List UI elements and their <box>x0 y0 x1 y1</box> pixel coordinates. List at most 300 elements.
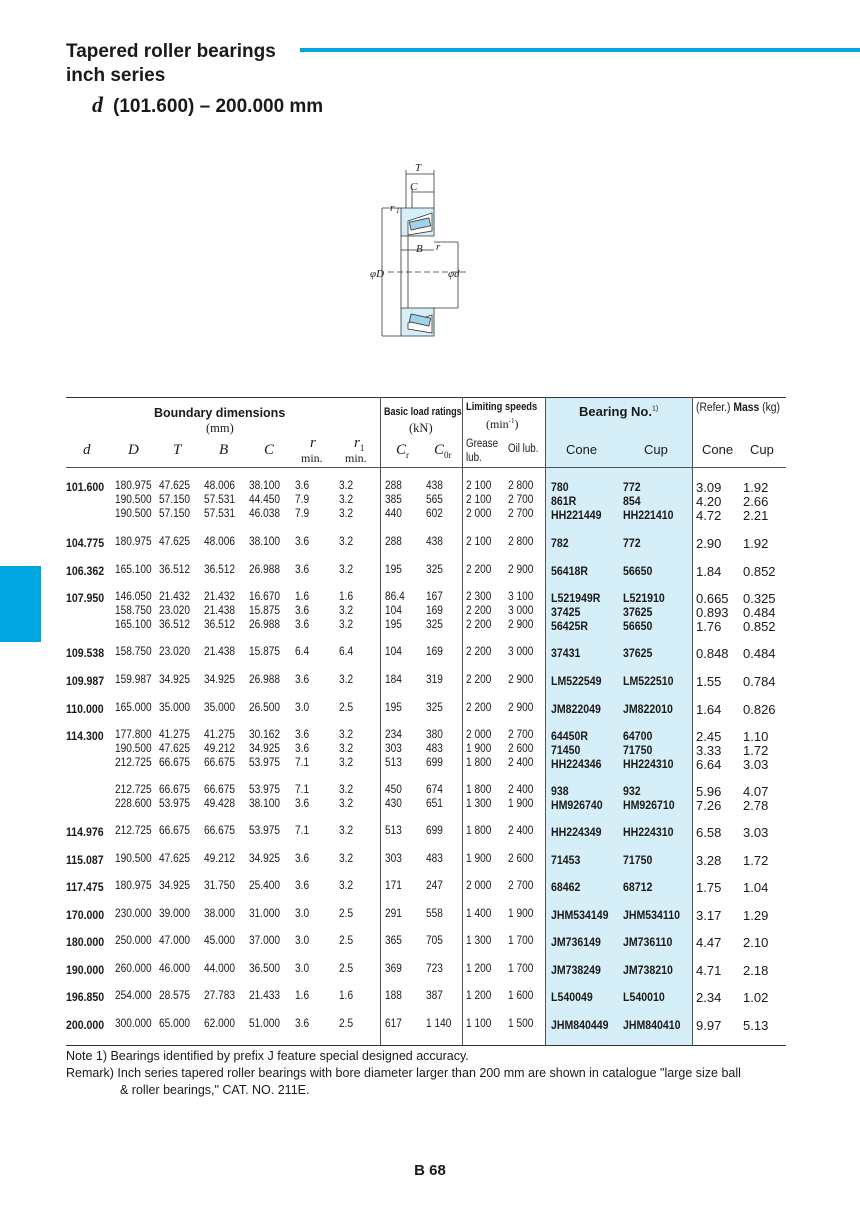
cell-C0r: 602 <box>426 508 443 520</box>
cell-Cr: 513 <box>385 825 402 837</box>
cell-d: 114.300 <box>66 729 104 743</box>
cell-grease: 2 200 <box>466 674 492 686</box>
cell-T: 28.575 <box>159 990 190 1002</box>
cell-B: 35.000 <box>204 702 235 714</box>
cell-D: 228.600 <box>115 798 152 810</box>
cell-C: 53.975 <box>249 825 280 837</box>
cell-r: 3.6 <box>295 853 310 865</box>
cell-oil: 2 900 <box>508 564 534 576</box>
cell-mass-cone: 6.58 <box>696 825 722 840</box>
cell-C: 44.450 <box>249 494 280 506</box>
cell-grease: 1 400 <box>466 908 492 920</box>
cell-grease: 2 200 <box>466 646 492 658</box>
cell-grease: 1 200 <box>466 990 492 1002</box>
cell-cone: JM822049 <box>551 702 601 716</box>
cell-d: 190.000 <box>66 963 105 977</box>
header-r1-sub: 1 <box>359 443 365 453</box>
cell-mass-cone: 3.09 <box>696 480 722 495</box>
cell-D: 180.975 <box>115 880 152 892</box>
cell-cone: 64450R <box>551 729 589 743</box>
cell-T: 23.020 <box>159 605 190 617</box>
cell-T: 65.000 <box>159 1018 190 1030</box>
cell-mass-cone: 2.45 <box>696 729 722 744</box>
cell-C0r: 674 <box>426 784 443 796</box>
cell-cup: 854 <box>623 494 641 508</box>
cell-Cr: 171 <box>385 880 402 892</box>
cell-cone: 56425R <box>551 619 589 633</box>
cell-r1: 3.2 <box>339 880 354 892</box>
header-mass-unit: (kg) <box>762 402 781 414</box>
cell-mass-cup: 1.29 <box>743 908 769 923</box>
cell-C0r: 565 <box>426 494 443 506</box>
cell-C0r: 169 <box>426 646 443 658</box>
cell-Cr: 291 <box>385 908 402 920</box>
diagram-label-id: φd <box>448 268 460 280</box>
cell-T: 36.512 <box>159 619 190 631</box>
cell-D: 254.000 <box>115 990 152 1002</box>
cell-B: 31.750 <box>204 880 235 892</box>
cell-r: 6.4 <box>295 646 310 658</box>
cell-mass-cup: 0.484 <box>743 646 776 661</box>
cell-r: 3.0 <box>295 935 310 947</box>
cell-cone: 71453 <box>551 853 581 867</box>
cell-C: 31.000 <box>249 908 280 920</box>
cell-B: 21.438 <box>204 646 235 658</box>
cell-oil: 1 500 <box>508 1018 534 1030</box>
cell-cup: L521910 <box>623 591 665 605</box>
cell-C0r: 319 <box>426 674 443 686</box>
header-load-unit: (kN) <box>409 421 433 435</box>
cell-B: 66.675 <box>204 784 235 796</box>
cell-T: 23.020 <box>159 646 190 658</box>
cell-T: 21.432 <box>159 591 190 603</box>
cell-C0r: 699 <box>426 757 443 769</box>
cell-oil: 1 600 <box>508 990 534 1002</box>
cell-T: 47.625 <box>159 853 190 865</box>
cell-Cr: 195 <box>385 619 402 631</box>
page-number: B 68 <box>414 1162 446 1179</box>
cell-d: 110.000 <box>66 702 104 716</box>
cell-mass-cup: 5.13 <box>743 1018 769 1033</box>
cell-r1: 3.2 <box>339 619 354 631</box>
cell-Cr: 369 <box>385 963 402 975</box>
cell-r1: 2.5 <box>339 963 354 975</box>
cell-C0r: 1 140 <box>426 1018 452 1030</box>
cell-r1: 2.5 <box>339 908 354 920</box>
cell-r: 3.6 <box>295 564 310 576</box>
cell-C0r: 558 <box>426 908 443 920</box>
header-grease-l2: lub. <box>466 452 482 464</box>
cell-T: 41.275 <box>159 729 190 741</box>
cell-oil: 3 000 <box>508 605 534 617</box>
cell-C0r: 169 <box>426 605 443 617</box>
cell-B: 34.925 <box>204 674 235 686</box>
cell-grease: 1 800 <box>466 757 492 769</box>
cell-r1: 3.2 <box>339 605 354 617</box>
subtitle-symbol: d <box>92 92 103 117</box>
cell-cup: L540010 <box>623 990 665 1004</box>
diagram-label-b: B <box>416 243 423 255</box>
cell-B: 21.432 <box>204 591 235 603</box>
cell-T: 34.925 <box>159 674 190 686</box>
cell-oil: 1 900 <box>508 908 534 920</box>
cell-oil: 1 900 <box>508 798 534 810</box>
header-grease-l1: Grease <box>466 438 499 450</box>
cell-mass-cone: 6.64 <box>696 757 722 772</box>
diagram-label-r1: r <box>390 202 395 214</box>
cell-cup: HH224310 <box>623 757 674 771</box>
cell-cup: JHM840410 <box>623 1018 681 1032</box>
cell-T: 53.975 <box>159 798 190 810</box>
diagram-label-r: r <box>436 241 441 253</box>
cell-C: 38.100 <box>249 480 280 492</box>
cell-oil: 2 900 <box>508 702 534 714</box>
cell-C0r: 438 <box>426 536 443 548</box>
cell-Cr: 184 <box>385 674 402 686</box>
cell-Cr: 513 <box>385 757 402 769</box>
cell-r: 7.1 <box>295 825 310 837</box>
cell-cone: 938 <box>551 784 569 798</box>
remark-line1: Remark) Inch series tapered roller bearings with bore diameter larger than 200 mm are shown in catalogue "large size ball <box>66 1066 741 1080</box>
cell-Cr: 104 <box>385 605 402 617</box>
cell-r: 7.1 <box>295 757 310 769</box>
cell-C0r: 723 <box>426 963 443 975</box>
cell-oil: 2 800 <box>508 536 534 548</box>
cell-r1: 3.2 <box>339 674 354 686</box>
header-r1-min: min. <box>345 451 367 465</box>
cell-D: 212.725 <box>115 784 152 796</box>
cell-r1: 3.2 <box>339 508 354 520</box>
cell-cup: 56650 <box>623 619 653 633</box>
cell-D: 190.500 <box>115 494 152 506</box>
page-title <box>66 40 276 88</box>
cell-cup: 37625 <box>623 605 653 619</box>
header-bearing-no-note: 1) <box>651 405 659 413</box>
table-bottom-rule <box>66 1045 786 1046</box>
cell-grease: 2 000 <box>466 729 492 741</box>
cell-cone: 780 <box>551 480 569 494</box>
cell-mass-cone: 7.26 <box>696 798 722 813</box>
cell-Cr: 440 <box>385 508 402 520</box>
cell-T: 47.625 <box>159 480 190 492</box>
header-oil: Oil lub. <box>508 443 539 455</box>
cell-grease: 2 300 <box>466 591 492 603</box>
cell-grease: 1 300 <box>466 935 492 947</box>
cell-T: 36.512 <box>159 564 190 576</box>
note-1: Note 1) Bearings identified by prefix J feature special designed accuracy. <box>66 1049 469 1063</box>
cell-C: 37.000 <box>249 935 280 947</box>
cell-oil: 1 700 <box>508 935 534 947</box>
cell-B: 48.006 <box>204 480 235 492</box>
cell-cone: HH224346 <box>551 757 602 771</box>
cell-r1: 3.2 <box>339 494 354 506</box>
cell-B: 45.000 <box>204 935 235 947</box>
cell-r: 3.6 <box>295 798 310 810</box>
header-speeds: Limiting speeds <box>466 401 538 413</box>
header-B: B <box>219 442 229 458</box>
cell-cone: 37425 <box>551 605 581 619</box>
cell-r: 3.0 <box>295 963 310 975</box>
cell-C0r: 483 <box>426 743 443 755</box>
cell-T: 57.150 <box>159 508 190 520</box>
cell-r: 3.6 <box>295 605 310 617</box>
cell-C: 25.400 <box>249 880 280 892</box>
cell-C: 26.988 <box>249 564 280 576</box>
header-C: C <box>264 442 275 458</box>
cell-Cr: 234 <box>385 729 402 741</box>
cell-oil: 2 600 <box>508 853 534 865</box>
notes <box>66 1048 796 1099</box>
cell-mass-cone: 9.97 <box>696 1018 722 1033</box>
header-r: r <box>310 435 316 451</box>
cell-C0r: 387 <box>426 990 443 1002</box>
header-r-min: min. <box>301 451 323 465</box>
header-boundary: Boundary dimensions <box>154 406 286 420</box>
cell-T: 57.150 <box>159 494 190 506</box>
cell-D: 260.000 <box>115 963 152 975</box>
cell-D: 300.000 <box>115 1018 152 1030</box>
cell-mass-cup: 1.10 <box>743 729 769 744</box>
cell-D: 230.000 <box>115 908 152 920</box>
cell-r1: 3.2 <box>339 825 354 837</box>
diagram-label-t: T <box>415 162 422 174</box>
cell-cone: 56418R <box>551 564 589 578</box>
cell-T: 39.000 <box>159 908 190 920</box>
cell-grease: 1 100 <box>466 1018 492 1030</box>
cell-r1: 2.5 <box>339 935 354 947</box>
cell-r: 7.1 <box>295 784 310 796</box>
page-subtitle <box>92 92 323 118</box>
header-speeds-unit <box>486 417 519 432</box>
cell-mass-cone: 1.84 <box>696 564 722 579</box>
cell-mass-cup: 2.18 <box>743 963 769 978</box>
cell-r1: 3.2 <box>339 784 354 796</box>
cell-r: 3.0 <box>295 702 310 714</box>
cell-D: 212.725 <box>115 825 152 837</box>
cell-mass-cone: 3.28 <box>696 853 722 868</box>
cell-cone: JM736149 <box>551 935 601 949</box>
cell-B: 49.212 <box>204 853 235 865</box>
cell-r: 3.6 <box>295 729 310 741</box>
header-boundary-unit: (mm) <box>206 421 234 435</box>
cell-r1: 3.2 <box>339 853 354 865</box>
cell-d: 180.000 <box>66 935 105 949</box>
cell-cone: JHM534149 <box>551 908 609 922</box>
cell-mass-cup: 1.72 <box>743 743 769 758</box>
cell-d: 109.538 <box>66 646 105 660</box>
cell-C0r: 705 <box>426 935 443 947</box>
cell-oil: 2 700 <box>508 494 534 506</box>
cell-r1: 1.6 <box>339 591 354 603</box>
cell-oil: 2 400 <box>508 784 534 796</box>
cell-cone: LM522549 <box>551 674 602 688</box>
cell-D: 158.750 <box>115 605 152 617</box>
cell-cup: 71750 <box>623 743 653 757</box>
cell-mass-cup: 1.92 <box>743 536 769 551</box>
header-speeds-unit-close: ) <box>514 417 519 431</box>
cell-C: 38.100 <box>249 536 280 548</box>
cell-D: 165.100 <box>115 564 152 576</box>
cell-grease: 1 300 <box>466 798 492 810</box>
cell-mass-cup: 2.21 <box>743 508 769 523</box>
cell-r: 3.6 <box>295 674 310 686</box>
cell-mass-cone: 4.72 <box>696 508 722 523</box>
cell-T: 35.000 <box>159 702 190 714</box>
cell-r1: 3.2 <box>339 798 354 810</box>
cell-r1: 3.2 <box>339 564 354 576</box>
cell-B: 49.212 <box>204 743 235 755</box>
cell-mass-cup: 3.03 <box>743 825 769 840</box>
header-C0r-sub: 0r <box>444 450 452 460</box>
cell-cone: HH221449 <box>551 508 602 522</box>
cell-cup: JM822010 <box>623 702 673 716</box>
cell-cone: 71450 <box>551 743 581 757</box>
cell-D: 250.000 <box>115 935 152 947</box>
cell-C0r: 325 <box>426 702 443 714</box>
header-grease <box>466 437 498 465</box>
cell-Cr: 86.4 <box>385 591 405 603</box>
cell-mass-cone: 1.75 <box>696 880 722 895</box>
cell-D: 180.975 <box>115 536 152 548</box>
cell-D: 159.987 <box>115 674 152 686</box>
cell-cone: L540049 <box>551 990 593 1004</box>
col-divider-3 <box>545 397 546 1045</box>
cell-mass-cone: 1.76 <box>696 619 722 634</box>
cell-grease: 2 200 <box>466 564 492 576</box>
header-C0r <box>434 442 452 460</box>
cell-grease: 2 200 <box>466 619 492 631</box>
cell-oil: 2 700 <box>508 880 534 892</box>
cell-B: 66.675 <box>204 825 235 837</box>
cell-grease: 2 200 <box>466 702 492 714</box>
cell-cup: 64700 <box>623 729 653 743</box>
cell-mass-cup: 0.484 <box>743 605 776 620</box>
cell-cup: HH224310 <box>623 825 674 839</box>
cell-Cr: 288 <box>385 480 402 492</box>
cell-r: 3.6 <box>295 619 310 631</box>
header-mass-cone: Cone <box>702 442 734 457</box>
cell-r: 3.6 <box>295 536 310 548</box>
cell-Cr: 450 <box>385 784 402 796</box>
cell-mass-cup: 3.03 <box>743 757 769 772</box>
col-divider-1 <box>380 397 381 1045</box>
cell-mass-cone: 2.90 <box>696 536 722 551</box>
cell-r1: 3.2 <box>339 743 354 755</box>
cell-oil: 2 900 <box>508 674 534 686</box>
bearing-diagram <box>368 158 498 348</box>
cell-d: 114.976 <box>66 825 104 839</box>
cell-Cr: 430 <box>385 798 402 810</box>
cell-grease: 1 900 <box>466 853 492 865</box>
cell-cup: 56650 <box>623 564 653 578</box>
cell-mass-cone: 4.47 <box>696 935 722 950</box>
cell-r: 7.9 <box>295 508 310 520</box>
cell-cup: 37625 <box>623 646 653 660</box>
cell-cup: JM736110 <box>623 935 673 949</box>
cell-mass-cup: 1.72 <box>743 853 769 868</box>
cell-mass-cup: 1.04 <box>743 880 769 895</box>
header-mass <box>696 402 780 414</box>
cell-mass-cone: 4.71 <box>696 963 722 978</box>
cell-grease: 1 800 <box>466 784 492 796</box>
cell-r1: 6.4 <box>339 646 354 658</box>
cell-r: 3.0 <box>295 908 310 920</box>
cell-cone: JHM840449 <box>551 1018 609 1032</box>
cell-C: 26.988 <box>249 674 280 686</box>
cell-Cr: 303 <box>385 743 402 755</box>
cell-C0r: 651 <box>426 798 443 810</box>
cell-cup: 772 <box>623 480 641 494</box>
cell-B: 41.275 <box>204 729 235 741</box>
header-cup: Cup <box>644 442 668 457</box>
cell-cup: 932 <box>623 784 641 798</box>
header-Cr-sub: r <box>406 450 410 460</box>
cell-r1: 3.2 <box>339 536 354 548</box>
page-title-line2: inch series <box>66 65 166 86</box>
cell-T: 66.675 <box>159 784 190 796</box>
cell-mass-cup: 0.784 <box>743 674 776 689</box>
cell-C: 51.000 <box>249 1018 280 1030</box>
cell-mass-cone: 5.96 <box>696 784 722 799</box>
cell-C: 16.670 <box>249 591 280 603</box>
cell-C0r: 438 <box>426 480 443 492</box>
cell-r: 3.6 <box>295 743 310 755</box>
cell-cup: JHM534110 <box>623 908 680 922</box>
cell-mass-cone: 2.34 <box>696 990 722 1005</box>
cell-r1: 3.2 <box>339 480 354 492</box>
cell-Cr: 365 <box>385 935 402 947</box>
cell-D: 190.500 <box>115 853 152 865</box>
cell-oil: 2 400 <box>508 825 534 837</box>
cell-mass-cone: 0.665 <box>696 591 729 606</box>
cell-B: 62.000 <box>204 1018 235 1030</box>
cell-Cr: 195 <box>385 702 402 714</box>
cell-mass-cone: 4.20 <box>696 494 722 509</box>
header-bearing-no-label: Bearing No. <box>579 404 652 419</box>
cell-d: 170.000 <box>66 908 105 922</box>
cell-C0r: 247 <box>426 880 443 892</box>
col-divider-4 <box>692 397 693 1045</box>
cell-r1: 2.5 <box>339 702 354 714</box>
subtitle-range: (101.600) – 200.000 mm <box>113 96 324 117</box>
cell-d: 117.475 <box>66 880 104 894</box>
header-mass-cup: Cup <box>750 442 774 457</box>
cell-r1: 3.2 <box>339 757 354 769</box>
cell-C: 36.500 <box>249 963 280 975</box>
col-divider-2 <box>462 397 463 1045</box>
cell-mass-cup: 0.325 <box>743 591 776 606</box>
cell-B: 21.438 <box>204 605 235 617</box>
cell-Cr: 188 <box>385 990 402 1002</box>
title-accent-rule <box>300 48 860 52</box>
table-header-rule <box>66 467 786 468</box>
cell-r1: 1.6 <box>339 990 354 1002</box>
cell-Cr: 195 <box>385 564 402 576</box>
cell-T: 46.000 <box>159 963 190 975</box>
cell-cone: 861R <box>551 494 577 508</box>
header-d: d <box>83 442 91 458</box>
cell-r: 3.6 <box>295 1018 310 1030</box>
cell-cup: JM738210 <box>623 963 673 977</box>
header-Cr <box>396 442 409 460</box>
cell-Cr: 385 <box>385 494 402 506</box>
cell-r: 3.6 <box>295 480 310 492</box>
cell-cup: HM926710 <box>623 798 675 812</box>
cell-B: 36.512 <box>204 564 235 576</box>
header-load: Basic load ratings <box>384 406 462 418</box>
cell-C: 34.925 <box>249 853 280 865</box>
header-T: T <box>173 442 182 458</box>
